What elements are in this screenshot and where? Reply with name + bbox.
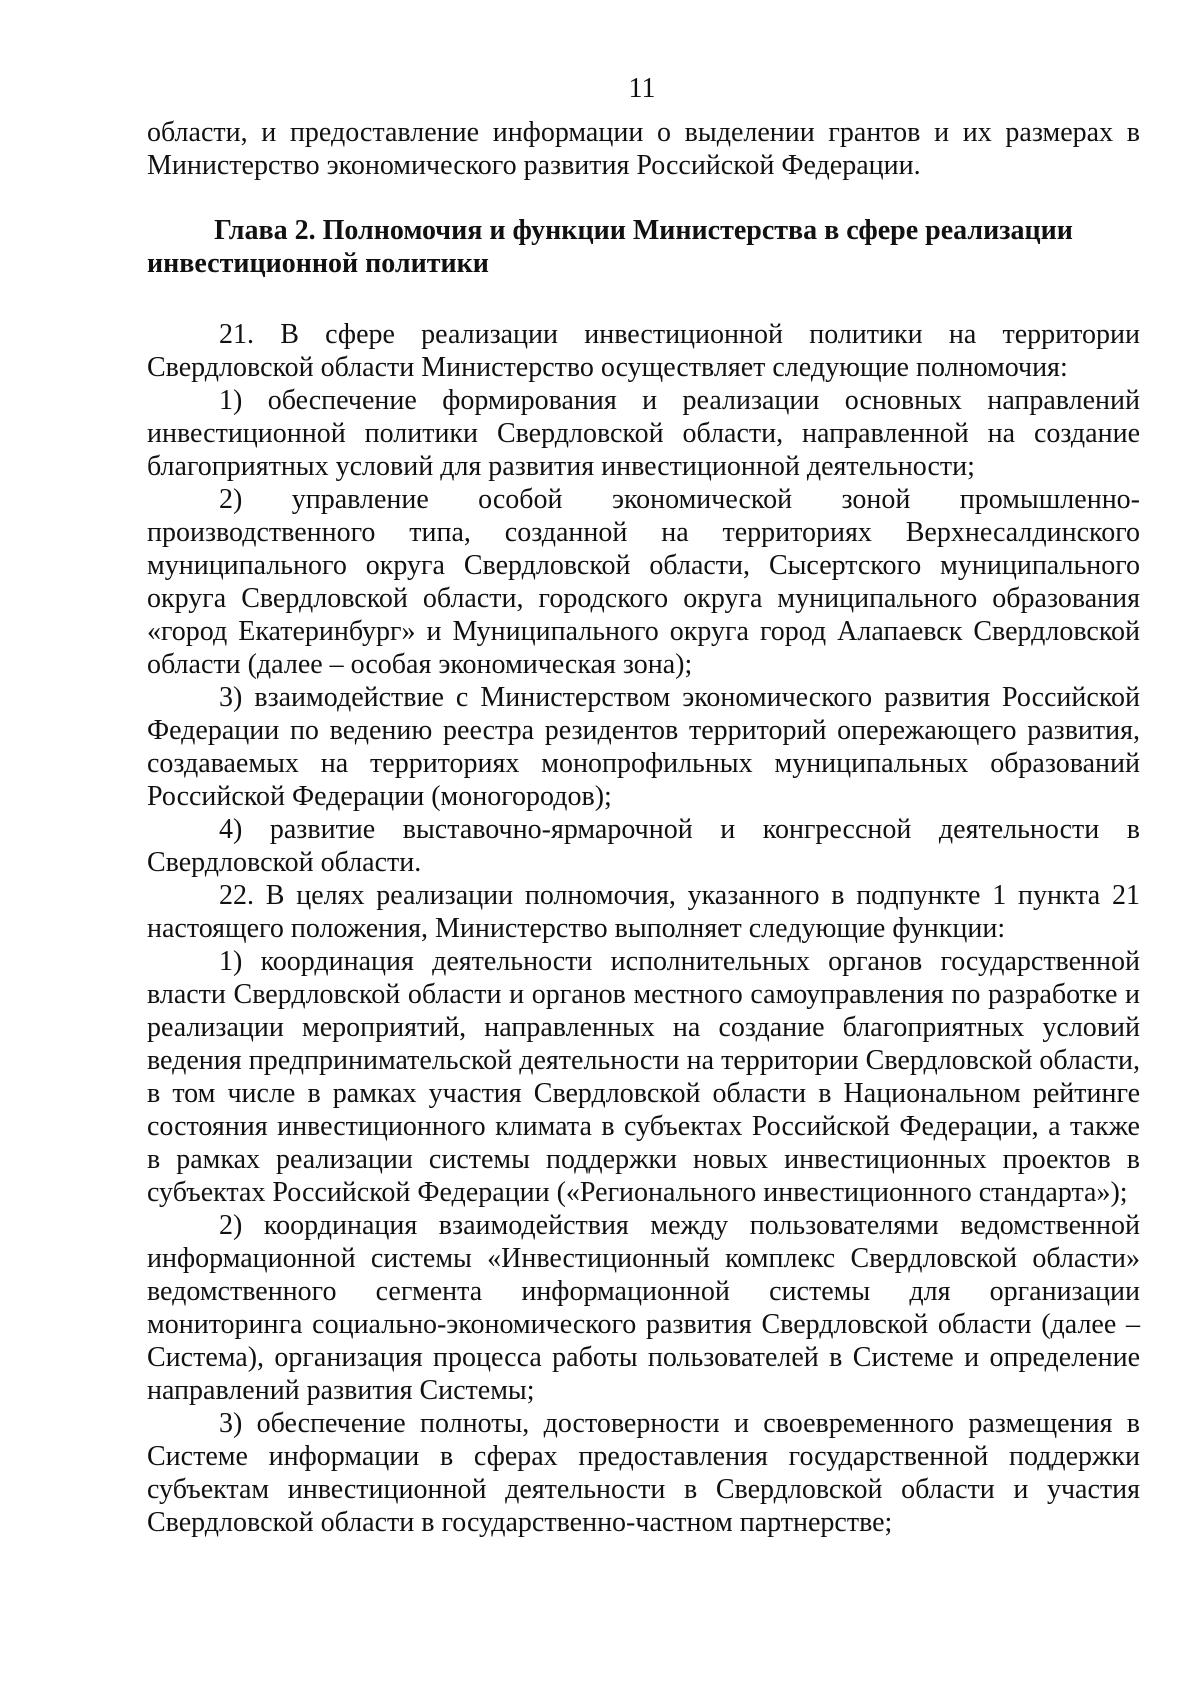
paragraph-21-item-3: 3) взаимодействие с Министерством экономического развития Российской Федерации по ведению реестра резидентов территорий опережающего развития, создаваемых на территориях монопрофильных муниципальных образований Российской Федерации (моногородов); (147, 682, 1140, 812)
paragraph-22-item-2: 2) координация взаимодействия между пользователями ведомственной информационной системы «Инвестиционный комплекс Свердловской области» ведомственного сегмента информационной системы для организации мониторинга социально-экономического развития Свердловской области (далее – Система), организация процесса работы пользователей в Системе и определение направлений развития Системы; (147, 1210, 1140, 1406)
chapter-heading: Глава 2. Полномочия и функции Министерства в сфере реализации инвестиционной политики (147, 215, 1073, 279)
page-number: 11 (628, 73, 656, 104)
paragraph-continuation: области, и предоставление информации о выделении грантов и их размерах в Министерство экономического развития Российской Федерации. (147, 117, 1140, 181)
paragraph-22: 22. В целях реализации полномочия, указанного в подпункте 1 пункта 21 настоящего положения, Министерство выполняет следующие функции: (147, 880, 1140, 944)
paragraph-21: 21. В сфере реализации инвестиционной политики на территории Свердловской области Министерство осуществляет следующие полномочия: (147, 319, 1140, 383)
paragraph-22-item-3: 3) обеспечение полноты, достоверности и своевременного размещения в Системе информации в сферах предоставления государственной поддержки субъектам инвестиционной деятельности в Свердловской области и участия Свердловской области в государственно-частном партнерстве; (147, 1408, 1140, 1538)
paragraph-22-item-1: 1) координация деятельности исполнительных органов государственной власти Свердловской области и органов местного самоуправления по разработке и реализации мероприятий, направленных на создание благоприятных условий ведения предпринимательской деятельности на территории Свердловской области, в том числе в рамках участия Свердловской области в Национальном рейтинге состояния инвестиционного климата в субъектах Российской Федерации, а также в рамках реализации системы поддержки новых инвестиционных проектов в субъектах Российской Федерации («Регионального инвестиционного стандарта»); (147, 946, 1140, 1208)
paragraph-21-item-1: 1) обеспечение формирования и реализации основных направлений инвестиционной политики Свердловской области, направленной на создание благоприятных условий для развития инвестиционной деятельности; (147, 385, 1140, 482)
paragraph-21-item-4: 4) развитие выставочно-ярмарочной и конгрессной деятельности в Свердловской области. (147, 814, 1140, 878)
document-body (147, 116, 1140, 1539)
paragraph-21-item-2: 2) управление особой экономической зоной промышленно-производственного типа, созданной на территориях Верхнесалдинского муниципального округа Свердловской области, Сысертского муниципального округа Свердловской области, городского округа муниципального образования «город Екатеринбург» и Муниципального округа город Алапаевск Свердловской области (далее – особая экономическая зона); (147, 484, 1140, 680)
